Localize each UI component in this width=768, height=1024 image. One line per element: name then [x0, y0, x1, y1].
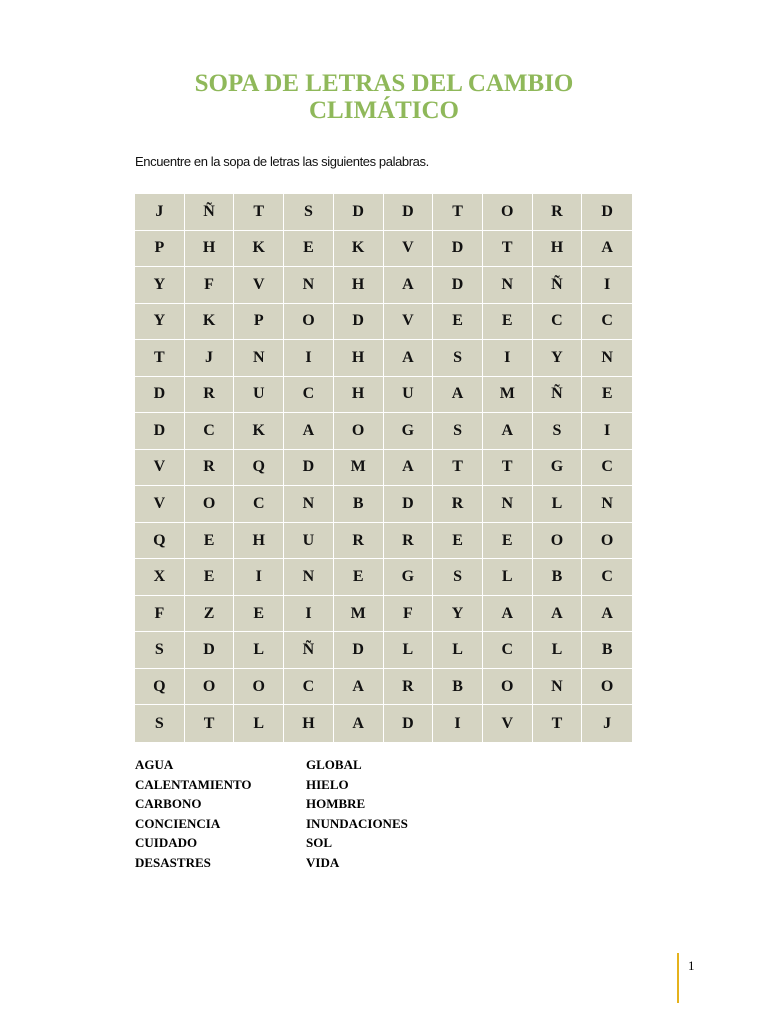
grid-cell: V [384, 231, 434, 268]
grid-cell: N [284, 486, 334, 523]
grid-cell: N [582, 340, 632, 377]
grid-cell: N [483, 267, 533, 304]
grid-cell: C [582, 304, 632, 341]
grid-cell: L [234, 632, 284, 669]
grid-cell: R [533, 194, 583, 231]
grid-cell: T [185, 705, 235, 742]
grid-cell: M [483, 377, 533, 414]
grid-cell: J [135, 194, 185, 231]
word-list-item: CUIDADO [135, 835, 198, 851]
grid-cell: S [433, 340, 483, 377]
grid-cell: Q [135, 669, 185, 706]
page-number: 1 [688, 958, 695, 973]
grid-cell: I [234, 559, 284, 596]
grid-cell: D [433, 231, 483, 268]
word-list-item: SOL [306, 835, 333, 851]
grid-cell: X [135, 559, 185, 596]
grid-cell: Ñ [284, 632, 334, 669]
grid-cell: S [135, 632, 185, 669]
grid-cell: S [533, 413, 583, 450]
grid-cell: D [334, 304, 384, 341]
grid-cell: I [483, 340, 533, 377]
grid-cell: F [185, 267, 235, 304]
grid-cell: J [603, 714, 612, 732]
word-search-grid [135, 194, 632, 742]
grid-cell: T [483, 231, 533, 268]
grid-cell: Y [135, 267, 185, 304]
grid-cell: K [234, 231, 284, 268]
grid-cell: Q [135, 523, 185, 560]
grid-cell: K [234, 413, 284, 450]
grid-cell: O [533, 523, 583, 560]
grid-cell: T [433, 450, 483, 487]
title-line-2: CLIMÁTICO [308, 97, 459, 124]
grid-cell: N [533, 669, 583, 706]
grid-cell: C [234, 486, 284, 523]
grid-cell: E [234, 596, 284, 633]
grid-cell: J [185, 340, 235, 377]
grid-cell: P [234, 304, 284, 341]
grid-cell: A [533, 596, 583, 633]
grid-cell: P [135, 231, 185, 268]
grid-cell: I [433, 705, 483, 742]
grid-cell: T [234, 194, 284, 231]
grid-cell: U [384, 377, 434, 414]
grid-cell: A [284, 413, 334, 450]
word-list-column-2 [306, 755, 408, 873]
word-list-item: CONCIENCIA [135, 815, 221, 831]
grid-cell: D [135, 377, 185, 414]
grid-cell: N [483, 486, 533, 523]
grid-cell: V [483, 705, 533, 742]
grid-cell: K [185, 304, 235, 341]
grid-cell: C [185, 413, 235, 450]
grid-cell: B [334, 486, 384, 523]
grid-cell: F [135, 596, 185, 633]
grid-cell: E [185, 559, 235, 596]
grid-cell: R [185, 377, 235, 414]
grid-cell: A [384, 340, 434, 377]
grid-cell: S [135, 705, 185, 742]
grid-cell: Ñ [533, 267, 583, 304]
grid-cell: L [384, 632, 434, 669]
grid-cell: D [334, 194, 384, 231]
grid-cell: E [433, 523, 483, 560]
word-list-item: AGUA [135, 757, 174, 772]
grid-cell: O [483, 669, 533, 706]
grid-cell: D [135, 413, 185, 450]
instruction-text: Encuentre en la sopa de letras las siguientes palabras. [135, 154, 429, 169]
grid-cell: R [433, 486, 483, 523]
grid-cell: E [334, 559, 384, 596]
grid-cell: S [433, 559, 483, 596]
grid-cell: Y [433, 596, 483, 633]
grid-cell: R [384, 523, 434, 560]
grid-cell: H [284, 705, 334, 742]
grid-cell: Z [185, 596, 235, 633]
grid-cell: D [284, 450, 334, 487]
grid-cell: E [433, 304, 483, 341]
grid-cell: V [135, 450, 185, 487]
grid-cell: G [384, 559, 434, 596]
grid-cell: N [284, 267, 334, 304]
grid-cell: H [234, 523, 284, 560]
grid-cell: D [582, 194, 632, 231]
grid-cell: I [582, 267, 632, 304]
grid-cell: E [582, 377, 632, 414]
grid-cell: Y [533, 340, 583, 377]
grid-cell: G [384, 413, 434, 450]
grid-cell: I [284, 596, 334, 633]
grid-cell: G [533, 450, 583, 487]
grid-cell: D [334, 632, 384, 669]
grid-cell: D [185, 632, 235, 669]
grid-cell: A [582, 231, 632, 268]
grid-cell: R [185, 450, 235, 487]
grid-cell: A [384, 267, 434, 304]
grid-cell: Y [135, 304, 185, 341]
grid-cell: O [185, 669, 235, 706]
word-list-item: CARBONO [135, 796, 202, 812]
grid-cell: F [384, 596, 434, 633]
word-list-item: GLOBAL [306, 757, 362, 772]
grid-cell: O [185, 486, 235, 523]
grid-cell: Q [234, 450, 284, 487]
word-list-item: HOMBRE [306, 796, 366, 812]
grid-cell: I [582, 413, 632, 450]
grid-cell: O [582, 523, 632, 560]
grid-cell: Ñ [185, 194, 235, 231]
grid-cell: E [483, 523, 533, 560]
grid-cell: A [483, 413, 533, 450]
grid-cell: N [234, 340, 284, 377]
page-title [0, 70, 768, 124]
grid-cell: D [384, 705, 434, 742]
word-list-item: DESASTRES [135, 854, 211, 870]
grid-cell: O [284, 304, 334, 341]
grid-cell: O [582, 669, 632, 706]
grid-cell: H [334, 377, 384, 414]
grid-cell: T [135, 340, 185, 377]
grid-cell: L [433, 632, 483, 669]
grid-cell: U [284, 523, 334, 560]
grid-cell: B [582, 632, 632, 669]
grid-cell: A [433, 377, 483, 414]
grid-cell: L [533, 632, 583, 669]
grid-cell: V [234, 267, 284, 304]
grid-cell: O [334, 413, 384, 450]
grid-cell: E [483, 304, 533, 341]
word-list-item: HIELO [306, 776, 349, 792]
word-list-column-1 [135, 755, 252, 873]
grid-cell: A [483, 596, 533, 633]
title-line-1: SOPA DE LETRAS DEL CAMBIO [194, 70, 574, 97]
word-list-item: INUNDACIONES [306, 815, 408, 831]
grid-cell: H [533, 231, 583, 268]
grid-cell: C [284, 669, 334, 706]
grid-cell: V [384, 304, 434, 341]
grid-cell: C [582, 450, 632, 487]
grid-cell: T [533, 705, 583, 742]
grid-cell: L [483, 559, 533, 596]
grid-cell: H [185, 231, 235, 268]
grid-cell: H [334, 340, 384, 377]
grid-cell: E [185, 523, 235, 560]
grid-cell: S [284, 194, 334, 231]
word-list-item: CALENTAMIENTO [135, 776, 252, 792]
grid-cell: U [234, 377, 284, 414]
grid-cell: R [334, 523, 384, 560]
grid-cell: L [234, 705, 284, 742]
grid-cell: C [284, 377, 334, 414]
grid-cell: A [384, 450, 434, 487]
grid-cell: A [334, 669, 384, 706]
grid-cell: H [334, 267, 384, 304]
grid-cell: V [135, 486, 185, 523]
grid-cell: E [284, 231, 334, 268]
grid-cell: K [334, 231, 384, 268]
grid-cell: D [384, 486, 434, 523]
grid-cell: I [284, 340, 334, 377]
grid-cell: D [433, 267, 483, 304]
grid-cell: A [334, 705, 384, 742]
grid-cell: D [384, 194, 434, 231]
grid-cell: T [433, 194, 483, 231]
grid-cell: T [483, 450, 533, 487]
grid-cell: C [533, 304, 583, 341]
grid-cell: R [384, 669, 434, 706]
grid-cell: C [483, 632, 533, 669]
grid-cell: C [582, 559, 632, 596]
grid-cell: L [533, 486, 583, 523]
grid-cell: A [582, 596, 632, 633]
page-number-rule [677, 953, 679, 1003]
grid-cell: B [533, 559, 583, 596]
word-list-item: VIDA [306, 854, 340, 870]
grid-cell: M [334, 596, 384, 633]
grid-cell: N [284, 559, 334, 596]
grid-cell: M [334, 450, 384, 487]
grid-cell: O [234, 669, 284, 706]
grid-cell: Ñ [533, 377, 583, 414]
grid-cell: S [433, 413, 483, 450]
grid-cell: O [483, 194, 533, 231]
grid-cell: N [582, 486, 632, 523]
grid-cell: B [433, 669, 483, 706]
